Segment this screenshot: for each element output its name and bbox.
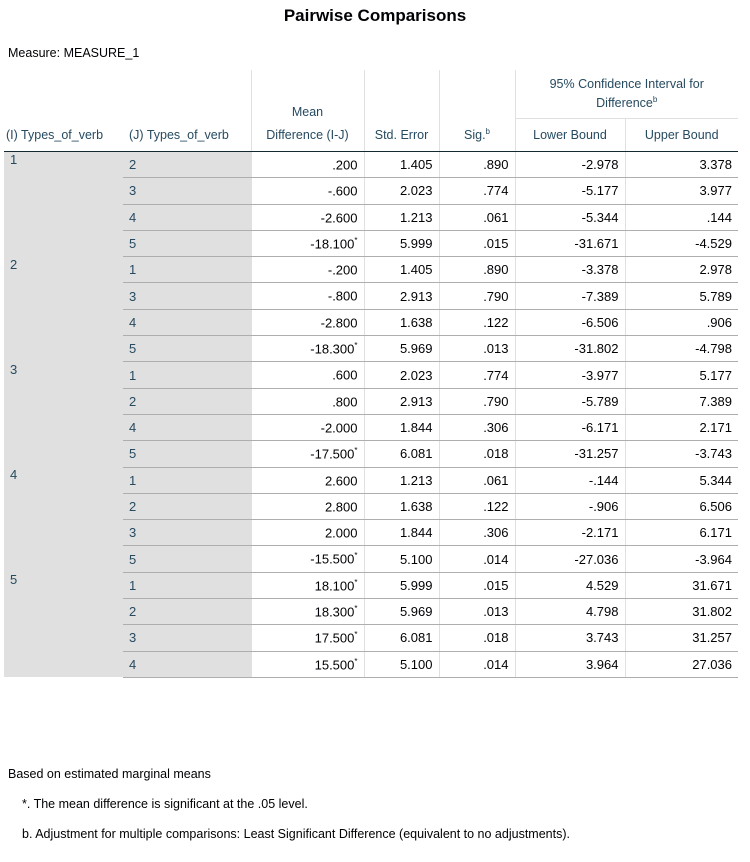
header-sig [439,119,515,152]
significance-marker: * [354,656,358,666]
sig-cell: .306 [439,414,515,440]
significance-marker: * [354,341,358,351]
table-body [4,152,738,678]
row-j-value: 1 [123,362,251,388]
sig-cell: .015 [439,572,515,598]
lower-bound-cell: -3.378 [515,257,625,283]
mean-difference-value: -18.100 [310,236,355,252]
mean-difference-cell [251,152,364,178]
lower-bound-cell: -2.171 [515,520,625,546]
row-j-value: 4 [123,414,251,440]
sig-superscript: b [485,127,490,137]
upper-bound-cell: 2.978 [625,257,738,283]
lower-bound-cell: 4.529 [515,572,625,598]
mean-difference-value: .800 [332,393,358,409]
sig-cell: .061 [439,204,515,230]
mean-difference-cell [251,441,364,467]
lower-bound-cell: -5.344 [515,204,625,230]
sig-cell: .306 [439,520,515,546]
mean-difference-value: 2.600 [324,472,358,488]
table-row [4,572,738,598]
row-j-value: 4 [123,309,251,335]
mean-difference-cell [251,230,364,256]
std-error-cell: 1.213 [364,467,439,493]
lower-bound-cell: -5.177 [515,178,625,204]
row-j-value: 3 [123,625,251,651]
mean-difference-value: 18.100 [314,578,355,594]
std-error-cell: 5.969 [364,599,439,625]
upper-bound-cell: .906 [625,309,738,335]
std-error-cell: 1.844 [364,414,439,440]
sig-cell: .774 [439,178,515,204]
row-j-value: 5 [123,336,251,362]
std-error-cell: 5.969 [364,336,439,362]
row-j-value: 3 [123,520,251,546]
row-j-value: 2 [123,493,251,519]
header-i-types: (I) Types_of_verb [4,119,123,152]
lower-bound-cell: -31.257 [515,441,625,467]
row-j-value: 3 [123,178,251,204]
upper-bound-cell: 5.177 [625,362,738,388]
mean-difference-value: 15.500 [314,656,355,672]
upper-bound-cell: 6.171 [625,520,738,546]
upper-bound-cell: 31.802 [625,599,738,625]
mean-difference-value: 17.500 [314,630,355,646]
row-i-value: 3 [4,362,123,467]
sig-cell: .890 [439,152,515,178]
mean-difference-value: -.600 [327,183,358,199]
mean-difference-cell [251,204,364,230]
header-spacer-j [123,70,251,119]
upper-bound-cell: 5.789 [625,283,738,309]
row-i-value: 1 [4,152,123,257]
row-j-value: 5 [123,441,251,467]
significance-marker: * [354,551,358,561]
upper-bound-cell: 31.671 [625,572,738,598]
sig-cell: .790 [439,388,515,414]
mean-difference-value: -2.000 [320,420,358,436]
mean-difference-cell [251,283,364,309]
upper-bound-cell: -3.743 [625,441,738,467]
upper-bound-cell: 3.977 [625,178,738,204]
mean-difference-value: -.800 [327,288,358,304]
measure-label: Measure: MEASURE_1 [8,46,140,60]
mean-difference-cell [251,388,364,414]
footnote-basis: Based on estimated marginal means [8,767,211,781]
mean-difference-value: -2.800 [320,315,358,331]
lower-bound-cell: 4.798 [515,599,625,625]
pairwise-comparisons-table [4,70,738,678]
std-error-cell: 5.999 [364,572,439,598]
footnote-significance: *. The mean difference is significant at the .05 level. [22,797,308,811]
sig-cell: .122 [439,309,515,335]
sig-cell: .018 [439,441,515,467]
footnote-adjustment: b. Adjustment for multiple comparisons: Least Significant Difference (equivalent to no adjustments). [22,827,570,841]
upper-bound-cell: -4.798 [625,336,738,362]
mean-difference-cell [251,546,364,572]
lower-bound-cell: -7.389 [515,283,625,309]
mean-difference-cell [251,493,364,519]
sig-cell: .122 [439,493,515,519]
mean-difference-value: .600 [332,367,358,383]
row-i-value: 5 [4,572,123,677]
row-j-value: 1 [123,572,251,598]
row-j-value: 1 [123,467,251,493]
header-spacer-i [4,70,123,119]
sig-cell: .774 [439,362,515,388]
mean-difference-cell [251,414,364,440]
upper-bound-cell: 3.378 [625,152,738,178]
mean-difference-value: -18.300 [310,341,355,357]
sig-cell: .061 [439,467,515,493]
lower-bound-cell: -5.789 [515,388,625,414]
row-j-value: 5 [123,230,251,256]
std-error-cell: 2.913 [364,283,439,309]
table-row [4,257,738,283]
mean-difference-cell [251,309,364,335]
upper-bound-cell: 27.036 [625,651,738,677]
significance-marker: * [354,577,358,587]
upper-bound-cell: 2.171 [625,414,738,440]
header-confidence-interval [515,70,738,119]
mean-difference-cell [251,178,364,204]
mean-difference-cell [251,467,364,493]
mean-difference-value: 2.800 [324,499,358,515]
table-row [4,362,738,388]
mean-difference-value: -17.500 [310,446,355,462]
lower-bound-cell: -31.671 [515,230,625,256]
lower-bound-cell: -.144 [515,467,625,493]
std-error-cell: 1.844 [364,520,439,546]
row-j-value: 2 [123,152,251,178]
std-error-cell: 1.405 [364,152,439,178]
mean-difference-cell [251,625,364,651]
header-upper-bound: Upper Bound [625,119,738,152]
std-error-cell: 6.081 [364,625,439,651]
upper-bound-cell: 6.506 [625,493,738,519]
mean-difference-value: -15.500 [310,551,355,567]
significance-marker: * [354,446,358,456]
upper-bound-cell: 31.257 [625,625,738,651]
row-i-value: 4 [4,467,123,572]
std-error-cell: 1.638 [364,309,439,335]
row-j-value: 3 [123,283,251,309]
sig-cell: .014 [439,546,515,572]
upper-bound-cell: -3.964 [625,546,738,572]
row-j-value: 4 [123,651,251,677]
lower-bound-cell: 3.964 [515,651,625,677]
mean-difference-value: 18.300 [314,604,355,620]
std-error-cell: 5.100 [364,546,439,572]
mean-difference-cell [251,572,364,598]
table-row [4,467,738,493]
header-mean-difference: Difference (I-J) [251,119,364,152]
ci-superscript: b [652,95,658,105]
mean-difference-cell [251,362,364,388]
std-error-cell: 1.405 [364,257,439,283]
sig-cell: .018 [439,625,515,651]
sig-label: Sig. [464,128,486,143]
ci-line2: Difference [596,96,653,111]
std-error-cell: 1.638 [364,493,439,519]
std-error-cell: 2.023 [364,362,439,388]
row-i-value: 2 [4,257,123,362]
std-error-cell: 1.213 [364,204,439,230]
upper-bound-cell: 5.344 [625,467,738,493]
significance-marker: * [354,630,358,640]
lower-bound-cell: -27.036 [515,546,625,572]
lower-bound-cell: -3.977 [515,362,625,388]
mean-difference-value: -.200 [327,262,358,278]
significance-marker: * [354,604,358,614]
std-error-cell: 2.913 [364,388,439,414]
header-j-types: (J) Types_of_verb [123,119,251,152]
row-j-value: 5 [123,546,251,572]
std-error-cell: 5.100 [364,651,439,677]
std-error-cell: 6.081 [364,441,439,467]
sig-cell: .890 [439,257,515,283]
lower-bound-cell: -6.506 [515,309,625,335]
sig-cell: .013 [439,336,515,362]
std-error-cell: 5.999 [364,230,439,256]
header-lower-bound: Lower Bound [515,119,625,152]
sig-cell: .014 [439,651,515,677]
sig-cell: .015 [439,230,515,256]
mean-difference-cell [251,257,364,283]
header-std-error: Std. Error [364,119,439,152]
lower-bound-cell: 3.743 [515,625,625,651]
header-spacer-sig [439,70,515,119]
row-j-value: 1 [123,257,251,283]
std-error-cell: 2.023 [364,178,439,204]
mean-difference-cell [251,599,364,625]
mean-difference-value: 2.000 [324,525,358,541]
lower-bound-cell: -2.978 [515,152,625,178]
mean-difference-cell [251,651,364,677]
upper-bound-cell: 7.389 [625,388,738,414]
header-mean-top: Mean [251,70,364,119]
table-title: Pairwise Comparisons [283,6,467,25]
mean-difference-value: .200 [332,157,358,173]
mean-difference-value: -2.600 [320,209,358,225]
upper-bound-cell: .144 [625,204,738,230]
lower-bound-cell: -31.802 [515,336,625,362]
table-row [4,152,738,178]
significance-marker: * [354,235,358,245]
header-spacer-se [364,70,439,119]
lower-bound-cell: -6.171 [515,414,625,440]
mean-difference-cell [251,336,364,362]
sig-cell: .790 [439,283,515,309]
row-j-value: 2 [123,388,251,414]
lower-bound-cell: -.906 [515,493,625,519]
mean-difference-cell [251,520,364,546]
upper-bound-cell: -4.529 [625,230,738,256]
row-j-value: 4 [123,204,251,230]
row-j-value: 2 [123,599,251,625]
ci-line1: 95% Confidence Interval for [549,77,704,92]
sig-cell: .013 [439,599,515,625]
